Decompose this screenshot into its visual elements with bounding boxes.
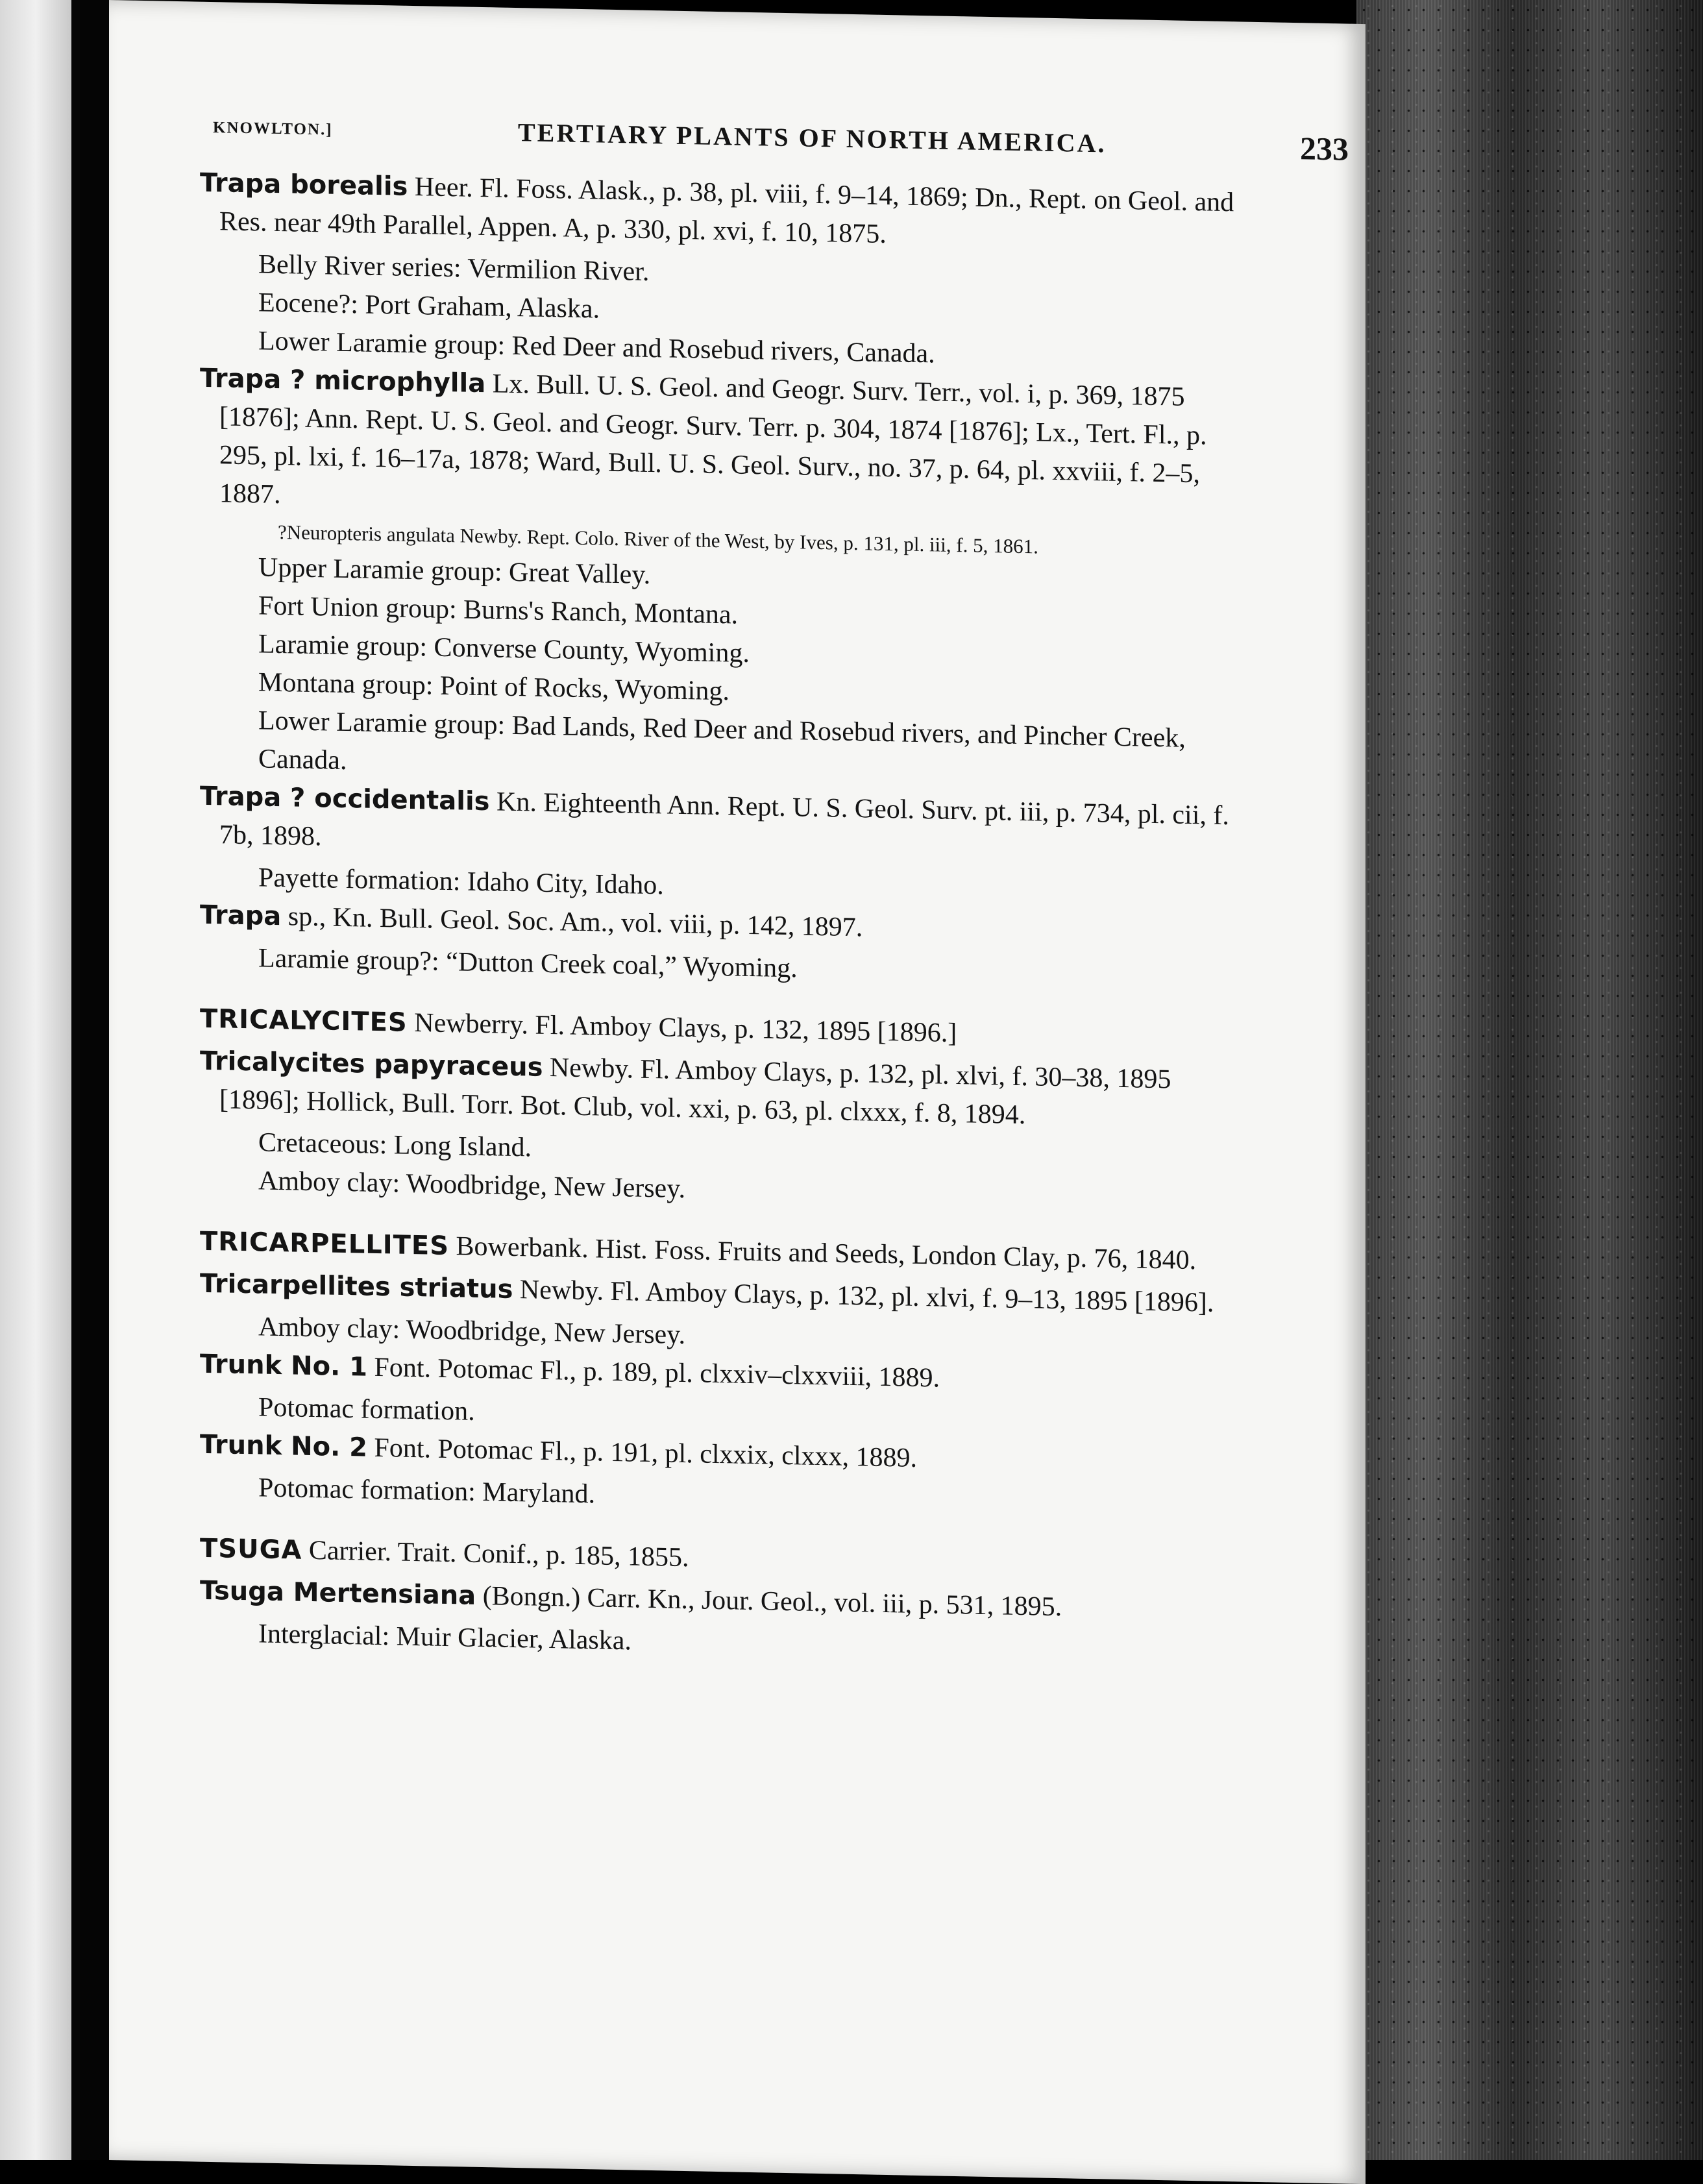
running-head [213, 111, 1349, 172]
taxon-name: Tricalycites papyraceus [200, 1046, 543, 1083]
citation: Carrier. Trait. Conif., p. 185, 1855. [308, 1535, 689, 1573]
genus-name: TSUGA [200, 1533, 302, 1565]
running-head-title: TERTIARY PLANTS OF NORTH AMERICA. [518, 117, 1107, 158]
locality: Fort Union group: Burns's Ranch, Montana. [258, 591, 739, 630]
locality: Lower Laramie group: Bad Lands, Red Deer and Rosebud rivers, and Pincher Creek, Canada. [258, 706, 1186, 776]
facing-page-edge [0, 0, 71, 2160]
citation: Heer. Fl. Foss. Alask., p. 38, pl. viii, f. 9–14, 1869; Dn., Rept. on Geol. and Res. near 49th Parallel, Appen. A, p. 330, pl. xvi, f. 10, 1875. [219, 172, 1234, 249]
citation: Newby. Fl. Amboy Clays, p. 132, pl. xlvi, f. 9–13, 1895 [1896]. [519, 1275, 1214, 1318]
page-number: 233 [1300, 130, 1349, 167]
citation: Kn. Eighteenth Ann. Rept. U. S. Geol. Surv. pt. iii, p. 734, pl. cii, f. 7b, 1898. [219, 787, 1229, 852]
citation: (Bongn.) Carr. Kn., Jour. Geol., vol. iii, p. 531, 1895. [482, 1581, 1062, 1623]
taxon-name: Trapa ? microphylla [200, 363, 486, 399]
genus-name: TRICARPELLITES [200, 1226, 449, 1262]
taxon-name: Trapa borealis [200, 167, 408, 202]
locality: Potomac formation. [258, 1392, 475, 1427]
book-gutter [71, 0, 109, 2160]
locality: Lower Laramie group: Red Deer and Rosebud rivers, Canada. [258, 326, 935, 369]
taxon-name: Tsuga Mertensiana [200, 1575, 476, 1611]
species-entry [200, 1042, 1251, 1139]
locality: Laramie group?: “Dutton Creek coal,” Wyoming. [258, 943, 798, 984]
locality: Upper Laramie group: Great Valley. [258, 552, 651, 591]
citation: Newberry. Fl. Amboy Clays, p. 132, 1895 [1896.] [414, 1008, 957, 1049]
running-head-author: KNOWLTON.] [213, 119, 333, 139]
citation: Font. Potomac Fl., p. 189, pl. clxxiv–clxxviii, 1889. [374, 1352, 940, 1393]
species-entry [200, 360, 1251, 533]
taxon-name: Trunk No. 2 [200, 1429, 368, 1463]
locality: Montana group: Point of Rocks, Wyoming. [258, 667, 729, 707]
genus-name: TRICALYCITES [200, 1003, 408, 1038]
synonym: ?Neuropteris angulata Newby. Rept. Colo. River of the West, by Ives, p. 131, pl. iii, f. 5, 1861. [278, 520, 1038, 558]
species-entry [200, 164, 1251, 261]
entry-list [200, 164, 1251, 1673]
citation: Font. Potomac Fl., p. 191, pl. clxxix, clxxx, 1889. [374, 1432, 918, 1473]
taxon-name: Tricarpellites striatus [200, 1268, 513, 1305]
citation: sp., Kn. Bull. Geol. Soc. Am., vol. viii, p. 142, 1897. [288, 902, 863, 943]
locality: Laramie group: Converse County, Wyoming. [258, 629, 750, 669]
page-stack-edges [1356, 0, 1703, 2160]
citation: Bowerbank. Hist. Foss. Fruits and Seeds, London Clay, p. 76, 1840. [456, 1231, 1197, 1276]
locality: Eocene?: Port Graham, Alaska. [258, 288, 600, 325]
locality: Amboy clay: Woodbridge, New Jersey. [258, 1312, 685, 1351]
taxon-name: Trunk No. 1 [200, 1349, 368, 1382]
locality: Cretaceous: Long Island. [258, 1127, 532, 1163]
locality: Amboy clay: Woodbridge, New Jersey. [258, 1166, 685, 1205]
citation: Newby. Fl. Amboy Clays, p. 132, pl. xlvi, f. 30–38, 1895 [1896]; Hollick, Bull. Torr. Bot. Club, vol. xxi, p. 63, pl. clxxx, f. 8, 1894. [219, 1053, 1171, 1131]
locality: Potomac formation: Maryland. [258, 1473, 596, 1510]
citation: Lx. Bull. U. S. Geol. and Geogr. Surv. Terr., vol. i, p. 369, 1875 [1876]; Ann. Rept. U. S. Geol. and Geogr. Surv. Terr. p. 304, 1874 [1876]; Lx., Tert. Fl., p. 295, pl. lxi, f. 16–17a, 1878; Ward, Bull. U. S. Geol. Surv., no. 37, p. 64, pl. xxviii, f. 2–5, 1887. [219, 369, 1207, 510]
taxon-name: Trapa ? occidentalis [200, 781, 490, 817]
book-page [109, 0, 1366, 2184]
locality: Belly River series: Vermilion River. [258, 249, 650, 287]
locality: Payette formation: Idaho City, Idaho. [258, 863, 664, 901]
taxon-name: Trapa [200, 900, 282, 932]
locality: Interglacial: Muir Glacier, Alaska. [258, 1619, 631, 1656]
